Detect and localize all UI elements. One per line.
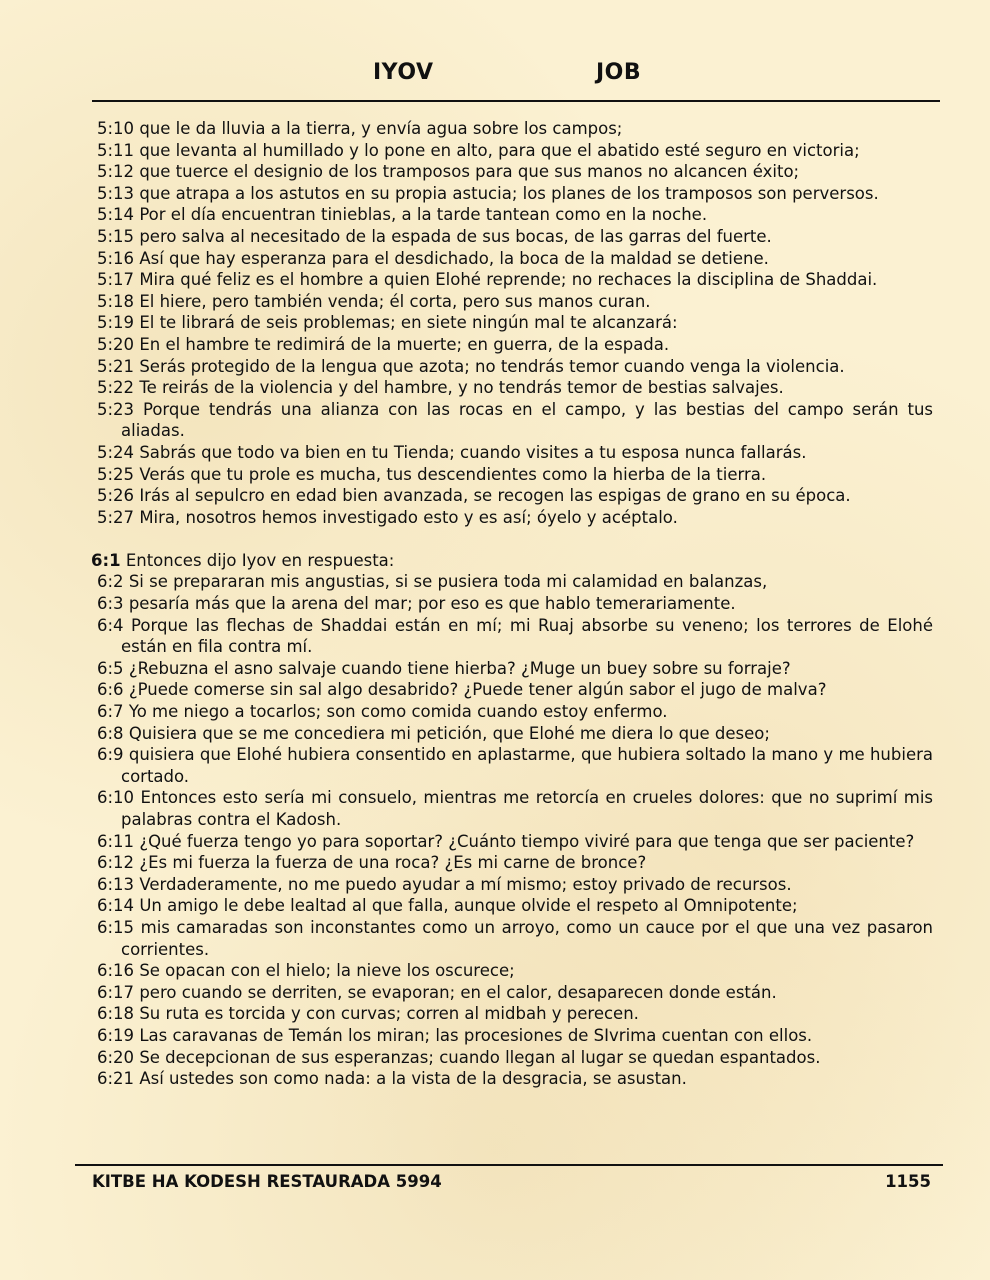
verse-text: Entonces esto sería mi consuelo, mientras me retorcía en crueles dolores: que no suprimí mis palabras contra el Kadosh. bbox=[121, 788, 934, 829]
verse bbox=[97, 1047, 933, 1069]
verse-ref: 5:23 bbox=[97, 399, 135, 419]
verse bbox=[97, 118, 933, 140]
verse bbox=[97, 1003, 933, 1025]
verse-ref: 5:11 bbox=[97, 140, 135, 160]
header-divider bbox=[92, 100, 940, 102]
verse-text: Quisiera que se me concediera mi petición, que Elohé me diera lo que deseo; bbox=[128, 723, 770, 743]
verse-text: que atrapa a los astutos en su propia astucia; los planes de los tramposos son perversos. bbox=[139, 183, 879, 203]
verse bbox=[97, 917, 933, 960]
verse bbox=[97, 269, 933, 291]
verse-ref: 5:25 bbox=[97, 464, 135, 484]
verse bbox=[97, 377, 933, 399]
verse-ref: 5:21 bbox=[97, 356, 135, 376]
verse-text: pesaría más que la arena del mar; por eso es que hablo temerariamente. bbox=[128, 594, 736, 614]
verse bbox=[97, 356, 933, 378]
verse bbox=[97, 960, 933, 982]
verse-text: Entonces dijo Iyov en respuesta: bbox=[125, 550, 395, 570]
verse-ref: 6:8 bbox=[97, 723, 124, 743]
page-number: 1155 bbox=[885, 1172, 931, 1191]
verse-text: Si se prepararan mis angustias, si se pusiera toda mi calamidad en balanzas, bbox=[128, 572, 768, 592]
verse-ref: 5:10 bbox=[97, 119, 135, 138]
verse-text: Yo me niego a tocarlos; son como comida cuando estoy enfermo. bbox=[128, 702, 668, 722]
page-footer bbox=[0, 1172, 990, 1196]
verse bbox=[97, 982, 933, 1004]
verse-text: mis camaradas son inconstantes como un arroyo, como un cauce por el que una vez pasaron corrientes. bbox=[121, 917, 933, 959]
verse-ref: 6:10 bbox=[97, 788, 135, 808]
verse-text: Porque las flechas de Shaddai están en mí; mi Ruaj absorbe su veneno; los terrores de Elohé están en fila contra mí. bbox=[121, 615, 933, 657]
verse bbox=[97, 442, 933, 464]
header-hebrew-title: IYOV bbox=[373, 60, 434, 85]
verse-text: Por el día encuentran tinieblas, a la tarde tantean como en la noche. bbox=[139, 205, 708, 225]
verse-text: Verás que tu prole es mucha, tus descendientes como la hierba de la tierra. bbox=[139, 464, 767, 484]
verse-ref: 5:27 bbox=[97, 507, 135, 527]
verse-ref: 5:12 bbox=[97, 162, 135, 182]
verse-ref: 6:21 bbox=[97, 1069, 135, 1089]
verse-text: quisiera que Elohé hubiera consentido en aplastarme, que hubiera soltado la mano y me hubiera cortado. bbox=[121, 745, 933, 786]
verse bbox=[97, 248, 933, 270]
verse bbox=[97, 679, 933, 701]
page-header bbox=[0, 56, 990, 92]
verse-text: Su ruta es torcida y con curvas; corren al midbah y perecen. bbox=[139, 1004, 639, 1024]
verse bbox=[97, 334, 933, 356]
verse-text: Te reirás de la violencia y del hambre, y no tendrás temor de bestias salvajes. bbox=[139, 378, 784, 398]
verse bbox=[97, 744, 933, 787]
verse bbox=[97, 161, 933, 183]
verse-text: ¿Qué fuerza tengo yo para soportar? ¿Cuánto tiempo viviré para que tenga que ser paciente? bbox=[139, 831, 915, 851]
verse-ref: 6:16 bbox=[97, 961, 135, 981]
verse-text: Así ustedes son como nada: a la vista de la desgracia, se asustan. bbox=[139, 1069, 687, 1089]
verse-text: Sabrás que todo va bien en tu Tienda; cuando visites a tu esposa nunca fallarás. bbox=[139, 442, 807, 462]
footer-book-title: KITBE HA KODESH RESTAURADA 5994 bbox=[92, 1172, 442, 1191]
verse bbox=[97, 1025, 933, 1047]
footer-divider bbox=[75, 1164, 943, 1166]
verse bbox=[97, 464, 933, 486]
verse bbox=[97, 399, 933, 442]
verse-text: Se opacan con el hielo; la nieve los oscurece; bbox=[139, 961, 515, 981]
verse bbox=[97, 312, 933, 334]
chapter-gap bbox=[97, 528, 933, 550]
verse-ref: 6:7 bbox=[97, 702, 124, 722]
verse-ref: 5:18 bbox=[97, 291, 135, 311]
verse-text: El te librará de seis problemas; en siete ningún mal te alcanzará: bbox=[139, 313, 678, 333]
scripture-text bbox=[91, 118, 934, 1090]
verse bbox=[97, 140, 933, 162]
verse bbox=[97, 831, 933, 853]
verse bbox=[97, 615, 933, 658]
verse-ref: 6:19 bbox=[97, 1025, 135, 1045]
verse-text: ¿Puede comerse sin sal algo desabrido? ¿Puede tener algún sabor el jugo de malva? bbox=[128, 680, 827, 700]
verse-text: Las caravanas de Temán los miran; las procesiones de SIvrima cuentan con ellos. bbox=[139, 1025, 813, 1045]
verse-ref: 6:20 bbox=[97, 1047, 135, 1067]
verse-text: que tuerce el designio de los tramposos para que sus manos no alcancen éxito; bbox=[139, 162, 800, 182]
verse-ref: 5:16 bbox=[97, 248, 135, 268]
verse-text: Un amigo le debe lealtad al que falla, aunque olvide el respeto al Omnipotente; bbox=[139, 896, 798, 916]
verse-ref: 6:2 bbox=[97, 572, 124, 592]
verse-text: Verdaderamente, no me puedo ayudar a mí mismo; estoy privado de recursos. bbox=[139, 874, 792, 894]
header-english-title: JOB bbox=[596, 60, 642, 85]
verse-text: pero salva al necesitado de la espada de sus bocas, de las garras del fuerte. bbox=[139, 226, 772, 246]
verse-ref: 5:22 bbox=[97, 378, 135, 398]
verse-text: pero cuando se derriten, se evaporan; en el calor, desaparecen donde están. bbox=[139, 982, 777, 1002]
verse bbox=[97, 183, 933, 205]
verse bbox=[97, 658, 933, 680]
verse-ref: 5:19 bbox=[97, 313, 135, 333]
verse bbox=[97, 874, 933, 896]
verse bbox=[97, 852, 933, 874]
verse-text: Se decepcionan de sus esperanzas; cuando llegan al lugar se quedan espantados. bbox=[139, 1047, 821, 1067]
verse-text: Serás protegido de la lengua que azota; no tendrás temor cuando venga la violencia. bbox=[139, 356, 845, 376]
verse-text: que le da lluvia a la tierra, y envía agua sobre los campos; bbox=[139, 119, 623, 138]
verse-ref: 5:15 bbox=[97, 226, 135, 246]
verse-ref: 6:15 bbox=[97, 917, 135, 937]
verse bbox=[97, 787, 933, 830]
verse bbox=[97, 723, 933, 745]
chapter-6-start-verse bbox=[91, 550, 933, 572]
chapter-6-ref: 6:1 bbox=[91, 550, 121, 570]
verse-ref: 6:11 bbox=[97, 831, 135, 851]
verse-text: Mira qué feliz es el hombre a quien Elohé reprende; no rechaces la disciplina de Shaddai. bbox=[139, 270, 878, 290]
verse bbox=[97, 204, 933, 226]
verse-ref: 6:13 bbox=[97, 874, 135, 894]
verse-text: Porque tendrás una alianza con las rocas en el campo, y las bestias del campo serán tus aliadas. bbox=[121, 399, 934, 441]
verse-ref: 6:4 bbox=[97, 615, 124, 635]
chapter-5-verses bbox=[97, 118, 933, 528]
verse bbox=[97, 1068, 933, 1090]
verse bbox=[97, 291, 933, 313]
verse-ref: 6:5 bbox=[97, 658, 124, 678]
chapter-6-verses bbox=[97, 571, 933, 1089]
verse bbox=[97, 593, 933, 615]
verse-ref: 5:17 bbox=[97, 270, 135, 290]
verse-ref: 6:3 bbox=[97, 594, 124, 614]
verse-ref: 6:17 bbox=[97, 982, 135, 1002]
verse bbox=[97, 507, 933, 529]
verse bbox=[97, 571, 933, 593]
verse-text: Irás al sepulcro en edad bien avanzada, se recogen las espigas de grano en su época. bbox=[139, 486, 851, 506]
verse bbox=[97, 485, 933, 507]
verse-ref: 6:14 bbox=[97, 896, 135, 916]
verse-ref: 5:20 bbox=[97, 334, 135, 354]
verse bbox=[97, 895, 933, 917]
verse-text: ¿Rebuzna el asno salvaje cuando tiene hierba? ¿Muge un buey sobre su forraje? bbox=[128, 658, 791, 678]
verse-ref: 5:26 bbox=[97, 486, 135, 506]
verse-ref: 6:18 bbox=[97, 1004, 135, 1024]
verse-text: En el hambre te redimirá de la muerte; en guerra, de la espada. bbox=[139, 334, 670, 354]
verse-ref: 5:13 bbox=[97, 183, 135, 203]
verse-ref: 5:14 bbox=[97, 205, 135, 225]
verse-text: El hiere, pero también venda; él corta, pero sus manos curan. bbox=[139, 291, 651, 311]
verse-text: que levanta al humillado y lo pone en alto, para que el abatido esté seguro en victoria; bbox=[139, 140, 860, 160]
verse-ref: 6:9 bbox=[97, 745, 124, 765]
verse-ref: 6:6 bbox=[97, 680, 124, 700]
verse bbox=[97, 701, 933, 723]
verse-text: Mira, nosotros hemos investigado esto y es así; óyelo y acéptalo. bbox=[139, 507, 678, 527]
verse-ref: 5:24 bbox=[97, 442, 135, 462]
verse-text: ¿Es mi fuerza la fuerza de una roca? ¿Es mi carne de bronce? bbox=[139, 853, 647, 873]
verse-ref: 6:12 bbox=[97, 853, 135, 873]
verse bbox=[97, 226, 933, 248]
verse-text: Así que hay esperanza para el desdichado, la boca de la maldad se detiene. bbox=[139, 248, 769, 268]
